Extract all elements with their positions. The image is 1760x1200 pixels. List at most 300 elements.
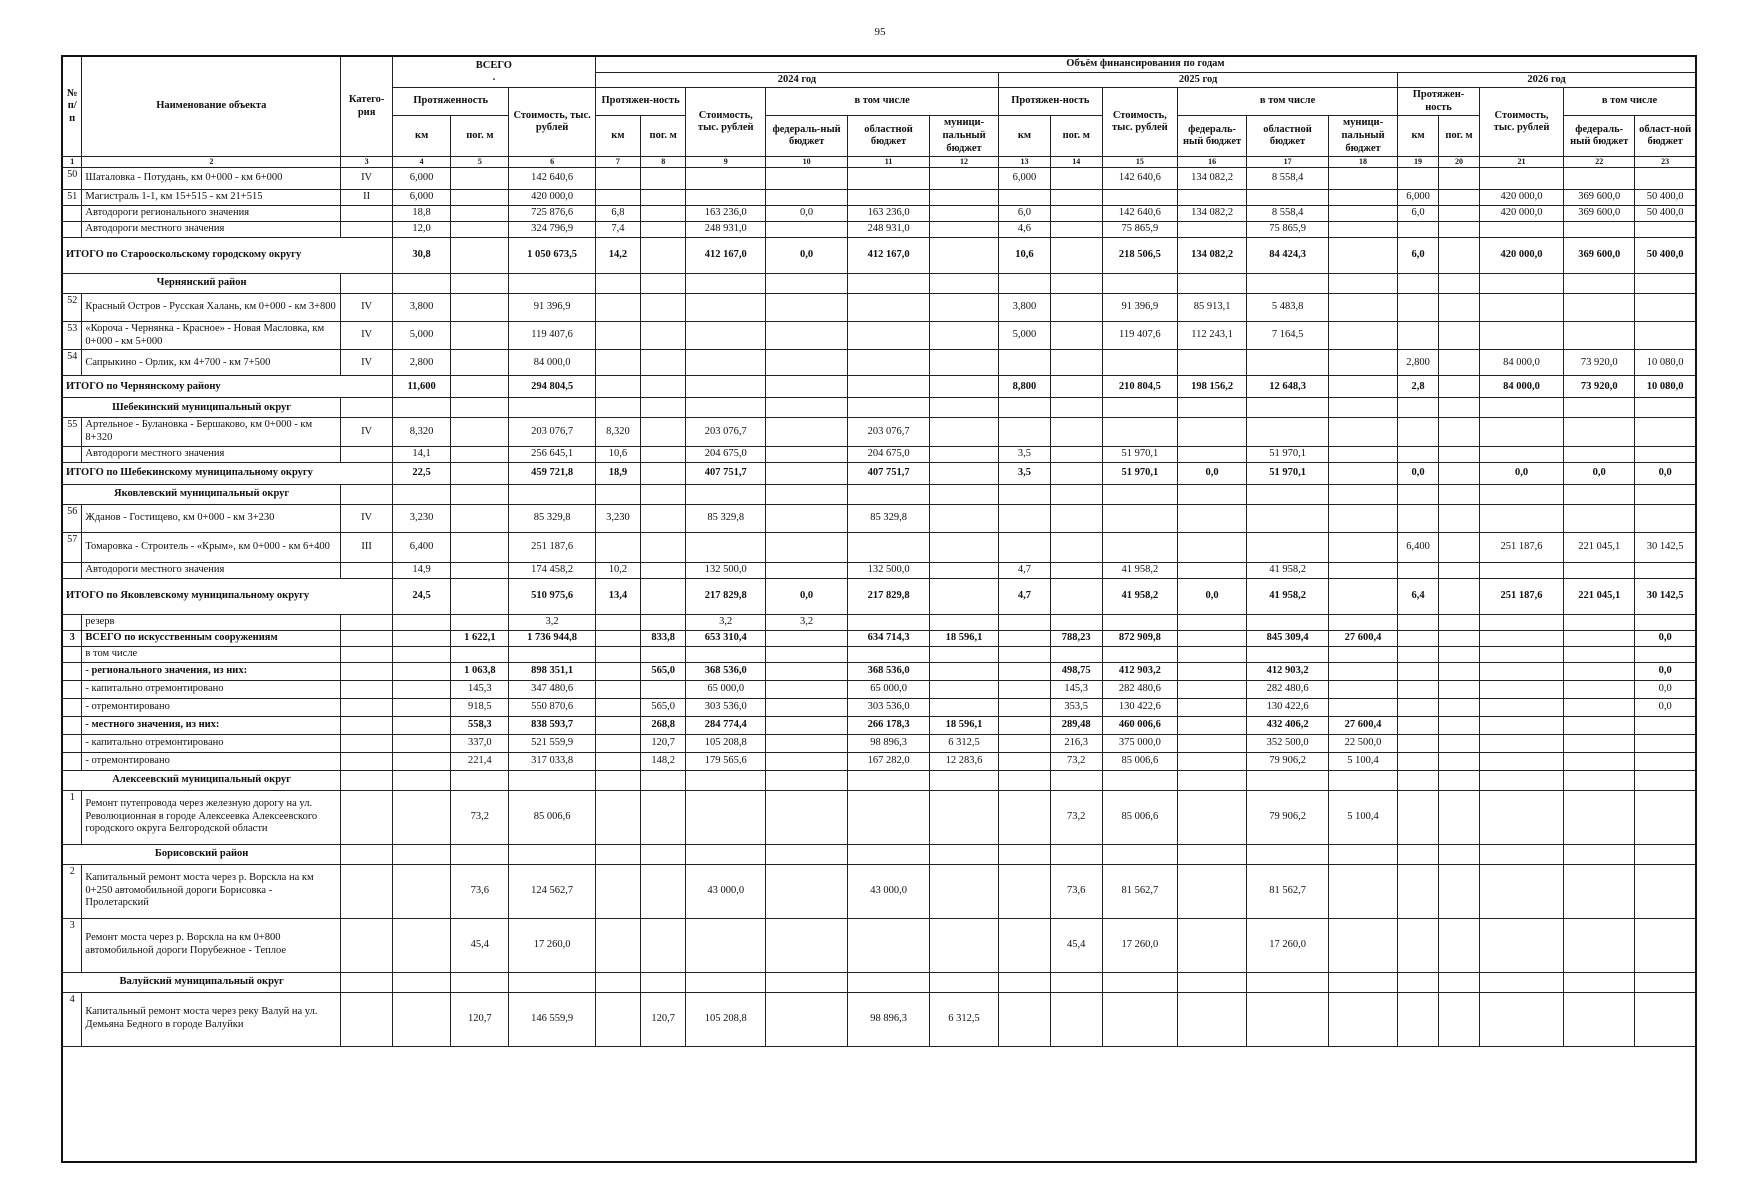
table-cell <box>1564 322 1635 350</box>
table-cell: 0,0 <box>1635 662 1696 680</box>
table-cell <box>999 716 1051 734</box>
header-municipal: муници-пальный бюджет <box>930 116 999 157</box>
table-cell: 10,6 <box>999 238 1051 274</box>
table-cell: 30,8 <box>393 238 451 274</box>
table-cell <box>341 992 393 1046</box>
table-cell <box>451 504 509 532</box>
table-cell <box>1329 190 1398 206</box>
table-cell: 10,6 <box>595 446 640 462</box>
table-cell: 120,7 <box>641 734 686 752</box>
table-cell: 11,600 <box>393 376 451 398</box>
table-cell <box>1398 864 1439 918</box>
table-cell <box>595 484 640 504</box>
table-cell <box>393 972 451 992</box>
table-cell <box>1329 294 1398 322</box>
table-row <box>63 992 1696 1046</box>
table-cell: 132 500,0 <box>686 562 766 578</box>
table-cell: 0,0 <box>1635 462 1696 484</box>
table-cell: 18 596,1 <box>930 630 999 646</box>
header-2024-cost: Стоимость, тыс. рублей <box>686 88 766 157</box>
table-cell: 0,0 <box>766 238 848 274</box>
table-cell <box>686 972 766 992</box>
table-cell <box>1050 992 1102 1046</box>
table-cell: 45,4 <box>451 918 509 972</box>
table-cell <box>766 418 848 446</box>
table-cell <box>595 398 640 418</box>
table-cell <box>999 698 1051 716</box>
table-cell <box>341 716 393 734</box>
table-cell <box>930 484 999 504</box>
table-cell <box>595 992 640 1046</box>
table-cell: 85 329,8 <box>686 504 766 532</box>
table-cell <box>930 504 999 532</box>
table-cell <box>848 398 930 418</box>
table-cell <box>1480 770 1564 790</box>
table-cell: 41 958,2 <box>1247 578 1329 614</box>
table-cell <box>1480 790 1564 844</box>
table-cell: 248 931,0 <box>686 222 766 238</box>
table-cell <box>848 190 930 206</box>
table-cell <box>641 376 686 398</box>
table-cell <box>641 446 686 462</box>
table-cell <box>1480 734 1564 752</box>
table-cell: 0,0 <box>1635 698 1696 716</box>
table-cell <box>1178 972 1247 992</box>
table-cell: 12,0 <box>393 222 451 238</box>
header-total <box>393 57 596 88</box>
column-number: 11 <box>848 157 930 168</box>
table-cell <box>1102 190 1177 206</box>
table-cell <box>1564 294 1635 322</box>
table-cell <box>1398 770 1439 790</box>
table-cell <box>341 206 393 222</box>
table-cell: 510 975,6 <box>509 578 595 614</box>
table-cell <box>1247 398 1329 418</box>
table-cell <box>1635 322 1696 350</box>
table-cell <box>1178 790 1247 844</box>
row-number <box>63 614 82 630</box>
table-cell <box>641 294 686 322</box>
table-cell: 4,7 <box>999 562 1051 578</box>
table-cell <box>1050 462 1102 484</box>
column-number: 1 <box>63 157 82 168</box>
table-cell <box>1439 630 1480 646</box>
table-cell <box>1102 770 1177 790</box>
object-name: - капитально отремонтировано <box>82 734 341 752</box>
table-cell <box>766 446 848 462</box>
table-cell: 142 640,6 <box>1102 206 1177 222</box>
table-cell <box>999 972 1051 992</box>
table-cell: 0,0 <box>1635 630 1696 646</box>
table-cell <box>1564 418 1635 446</box>
table-cell: 0,0 <box>1564 462 1635 484</box>
table-cell: 41 958,2 <box>1247 562 1329 578</box>
table-cell <box>393 918 451 972</box>
table-cell <box>1178 418 1247 446</box>
table-cell: 203 076,7 <box>509 418 595 446</box>
column-number: 5 <box>451 157 509 168</box>
table-cell <box>1635 992 1696 1046</box>
table-cell <box>1050 484 1102 504</box>
table-cell <box>451 484 509 504</box>
header-financing: Объём финансирования по годам <box>595 57 1695 73</box>
table-cell <box>1178 222 1247 238</box>
table-cell <box>641 222 686 238</box>
table-cell <box>1439 972 1480 992</box>
table-cell <box>766 294 848 322</box>
table-cell <box>848 790 930 844</box>
table-cell <box>1102 532 1177 562</box>
object-name: Автодороги регионального значения <box>82 206 341 222</box>
table-cell: 653 310,4 <box>686 630 766 646</box>
table-cell: 75 865,9 <box>1247 222 1329 238</box>
table-cell: 22 500,0 <box>1329 734 1398 752</box>
table-cell: 0,0 <box>766 578 848 614</box>
table-cell <box>641 972 686 992</box>
row-number: 56 <box>63 504 82 532</box>
table-cell <box>930 274 999 294</box>
table-cell <box>393 274 451 294</box>
table-cell <box>595 662 640 680</box>
table-cell: 6,8 <box>595 206 640 222</box>
header-2024-including: в том числе <box>766 88 999 116</box>
table-cell <box>341 790 393 844</box>
table-cell: 17 260,0 <box>509 918 595 972</box>
object-name: Шаталовка - Потудань, км 0+000 - км 6+000 <box>82 168 341 190</box>
object-name: Капитальный ремонт моста через р. Ворскла на км 0+250 автомобильной дороги Борисовка - Пролетарский <box>82 864 341 918</box>
table-cell <box>1178 532 1247 562</box>
table-cell <box>1480 630 1564 646</box>
object-name: ВСЕГО по искусственным сооружениям <box>82 630 341 646</box>
table-cell <box>766 462 848 484</box>
table-cell <box>766 222 848 238</box>
table-cell: 218 506,5 <box>1102 238 1177 274</box>
table-cell: 3,5 <box>999 446 1051 462</box>
table-cell: 134 082,2 <box>1178 206 1247 222</box>
table-cell <box>1480 418 1564 446</box>
table-cell <box>999 992 1051 1046</box>
table-cell <box>641 350 686 376</box>
table-cell: 251 187,6 <box>1480 578 1564 614</box>
row-number <box>63 734 82 752</box>
table-cell <box>641 168 686 190</box>
table-cell <box>1329 206 1398 222</box>
object-name: Жданов - Гостищево, км 0+000 - км 3+230 <box>82 504 341 532</box>
table-cell <box>595 734 640 752</box>
table-cell <box>1329 418 1398 446</box>
table-row <box>63 790 1696 844</box>
table-cell <box>1439 578 1480 614</box>
row-number <box>63 662 82 680</box>
table-cell <box>930 646 999 662</box>
table-cell <box>341 844 393 864</box>
table-cell: 7,4 <box>595 222 640 238</box>
table-cell <box>1178 734 1247 752</box>
table-cell <box>930 790 999 844</box>
table-cell <box>766 630 848 646</box>
table-cell <box>999 918 1051 972</box>
table-cell <box>766 562 848 578</box>
table-cell <box>1247 418 1329 446</box>
table-cell <box>1050 222 1102 238</box>
table-cell <box>930 662 999 680</box>
table-cell <box>1398 698 1439 716</box>
header-km: км <box>393 116 451 157</box>
table-cell: 368 536,0 <box>848 662 930 680</box>
table-cell <box>1564 734 1635 752</box>
table-cell <box>999 532 1051 562</box>
table-cell <box>686 350 766 376</box>
table-cell <box>1329 350 1398 376</box>
table-cell <box>451 562 509 578</box>
table-cell <box>451 350 509 376</box>
table-cell <box>1480 752 1564 770</box>
table-cell <box>1564 992 1635 1046</box>
table-cell: IV <box>341 418 393 446</box>
row-number: 55 <box>63 418 82 446</box>
table-cell <box>341 446 393 462</box>
table-cell <box>1564 844 1635 864</box>
table-cell: 134 082,2 <box>1178 168 1247 190</box>
table-cell: 51 970,1 <box>1247 446 1329 462</box>
table-row <box>63 614 1696 630</box>
table-cell <box>999 680 1051 698</box>
table-cell: 369 600,0 <box>1564 190 1635 206</box>
row-number <box>63 646 82 662</box>
table-cell <box>999 646 1051 662</box>
header-municipal: муници-пальный бюджет <box>1329 116 1398 157</box>
table-cell <box>1102 992 1177 1046</box>
table-cell: 221 045,1 <box>1564 578 1635 614</box>
column-number-row <box>63 157 1696 168</box>
table-cell <box>766 376 848 398</box>
table-cell <box>686 484 766 504</box>
table-cell: 45,4 <box>1050 918 1102 972</box>
table-cell <box>393 698 451 716</box>
table-cell: 13,4 <box>595 578 640 614</box>
section-row <box>63 844 1696 864</box>
table-cell <box>595 698 640 716</box>
table-cell <box>341 274 393 294</box>
table-cell <box>1050 504 1102 532</box>
row-number: 53 <box>63 322 82 350</box>
table-cell <box>1398 918 1439 972</box>
table-cell <box>1439 698 1480 716</box>
header-regional: областной бюджет <box>848 116 930 157</box>
table-cell <box>595 294 640 322</box>
table-cell <box>1102 646 1177 662</box>
table-cell <box>641 190 686 206</box>
table-cell <box>1439 222 1480 238</box>
table-cell <box>1480 698 1564 716</box>
table-cell <box>393 752 451 770</box>
table-cell: 3,230 <box>595 504 640 532</box>
table-cell: 282 480,6 <box>1102 680 1177 698</box>
header-total-dot: . <box>492 72 496 84</box>
table-row <box>63 630 1696 646</box>
table-cell <box>1102 614 1177 630</box>
table-cell: IV <box>341 168 393 190</box>
table-cell: 3,800 <box>393 294 451 322</box>
table-cell <box>686 918 766 972</box>
table-cell <box>1439 190 1480 206</box>
table-cell <box>1050 418 1102 446</box>
table-cell <box>686 294 766 322</box>
table-cell <box>595 646 640 662</box>
table-cell <box>1329 168 1398 190</box>
table-cell: 73,6 <box>1050 864 1102 918</box>
table-cell <box>1564 562 1635 578</box>
table-cell: 203 076,7 <box>686 418 766 446</box>
table-cell <box>686 790 766 844</box>
header-2024-length: Протяжен-ность <box>595 88 686 116</box>
table-cell: 420 000,0 <box>509 190 595 206</box>
table-cell <box>1439 350 1480 376</box>
table-cell: 407 751,7 <box>848 462 930 484</box>
table-cell <box>595 844 640 864</box>
table-cell: 73,2 <box>1050 790 1102 844</box>
table-cell <box>1480 398 1564 418</box>
table-cell: 51 970,1 <box>1102 462 1177 484</box>
table-cell <box>641 680 686 698</box>
header-no: № п/п <box>63 57 82 157</box>
table-cell <box>930 844 999 864</box>
object-name: Артельное - Булановка - Бершаково, км 0+000 - км 8+320 <box>82 418 341 446</box>
table-cell <box>1439 238 1480 274</box>
table-cell <box>1564 630 1635 646</box>
table-cell <box>1635 446 1696 462</box>
object-name: Автодороги местного значения <box>82 446 341 462</box>
table-cell <box>1247 844 1329 864</box>
table-cell <box>595 770 640 790</box>
row-number <box>63 222 82 238</box>
object-name: Томаровка - Строитель - «Крым», км 0+000 - км 6+400 <box>82 532 341 562</box>
table-cell <box>1329 972 1398 992</box>
table-cell <box>930 294 999 322</box>
table-cell <box>341 680 393 698</box>
table-cell <box>451 274 509 294</box>
table-cell <box>509 398 595 418</box>
table-cell <box>1178 484 1247 504</box>
table-cell <box>1050 168 1102 190</box>
table-cell <box>451 238 509 274</box>
table-cell: 918,5 <box>451 698 509 716</box>
table-cell <box>930 446 999 462</box>
table-cell: 0,0 <box>1178 578 1247 614</box>
table-cell: 120,7 <box>451 992 509 1046</box>
table-cell: 204 675,0 <box>686 446 766 462</box>
table-cell: 17 260,0 <box>1102 918 1177 972</box>
table-cell: 8 558,4 <box>1247 206 1329 222</box>
table-cell <box>1247 614 1329 630</box>
table-header <box>63 57 1696 168</box>
table-cell: 412 903,2 <box>1247 662 1329 680</box>
table-cell <box>686 844 766 864</box>
table-cell <box>1102 972 1177 992</box>
table-cell <box>451 532 509 562</box>
table-cell <box>1480 680 1564 698</box>
table-row <box>63 418 1696 446</box>
table-cell <box>1480 662 1564 680</box>
table-cell <box>766 322 848 350</box>
table-cell <box>451 578 509 614</box>
table-row <box>63 190 1696 206</box>
table-cell <box>509 770 595 790</box>
table-cell: 558,3 <box>451 716 509 734</box>
object-name: - отремонтировано <box>82 698 341 716</box>
table-cell <box>451 206 509 222</box>
table-cell <box>393 716 451 734</box>
table-cell <box>999 398 1051 418</box>
table-cell <box>848 484 930 504</box>
table-cell <box>393 734 451 752</box>
row-number: 1 <box>63 790 82 844</box>
table-row <box>63 662 1696 680</box>
column-number: 23 <box>1635 157 1696 168</box>
table-cell <box>766 168 848 190</box>
table-cell <box>1178 504 1247 532</box>
table-cell <box>1480 504 1564 532</box>
table-cell <box>1178 398 1247 418</box>
total-row <box>63 376 1696 398</box>
table-cell <box>451 614 509 630</box>
table-cell <box>930 680 999 698</box>
table-cell <box>641 646 686 662</box>
table-cell: 303 536,0 <box>848 698 930 716</box>
table-cell: 420 000,0 <box>1480 206 1564 222</box>
header-federal: федераль-ный бюджет <box>1178 116 1247 157</box>
table-cell <box>1247 350 1329 376</box>
table-cell <box>1439 504 1480 532</box>
row-number <box>63 206 82 222</box>
table-cell: 3,800 <box>999 294 1051 322</box>
table-cell: 8,320 <box>393 418 451 446</box>
table-cell <box>1564 614 1635 630</box>
table-cell <box>999 864 1051 918</box>
table-cell <box>1398 294 1439 322</box>
table-cell <box>930 222 999 238</box>
table-cell <box>641 844 686 864</box>
table-cell: 3,230 <box>393 504 451 532</box>
table-cell <box>595 168 640 190</box>
table-cell <box>1050 578 1102 614</box>
table-cell <box>509 484 595 504</box>
table-cell <box>1247 274 1329 294</box>
table-cell <box>686 376 766 398</box>
table-cell <box>1635 504 1696 532</box>
table-cell: 251 187,6 <box>509 532 595 562</box>
table-row <box>63 734 1696 752</box>
table-cell <box>1439 562 1480 578</box>
table-cell <box>1480 972 1564 992</box>
table-cell <box>341 770 393 790</box>
table-cell: 369 600,0 <box>1564 238 1635 274</box>
table-cell <box>1398 322 1439 350</box>
column-number: 14 <box>1050 157 1102 168</box>
header-2025-cost: Стоимость, тыс. рублей <box>1102 88 1177 157</box>
table-cell: 845 309,4 <box>1247 630 1329 646</box>
table-cell <box>1329 662 1398 680</box>
row-number: 4 <box>63 992 82 1046</box>
table-cell <box>999 190 1051 206</box>
table-cell <box>641 504 686 532</box>
table-cell <box>1178 562 1247 578</box>
table-cell <box>930 770 999 790</box>
table-cell: 725 876,6 <box>509 206 595 222</box>
table-cell <box>1439 734 1480 752</box>
section-title: Чернянский район <box>63 274 341 294</box>
table-cell <box>595 350 640 376</box>
